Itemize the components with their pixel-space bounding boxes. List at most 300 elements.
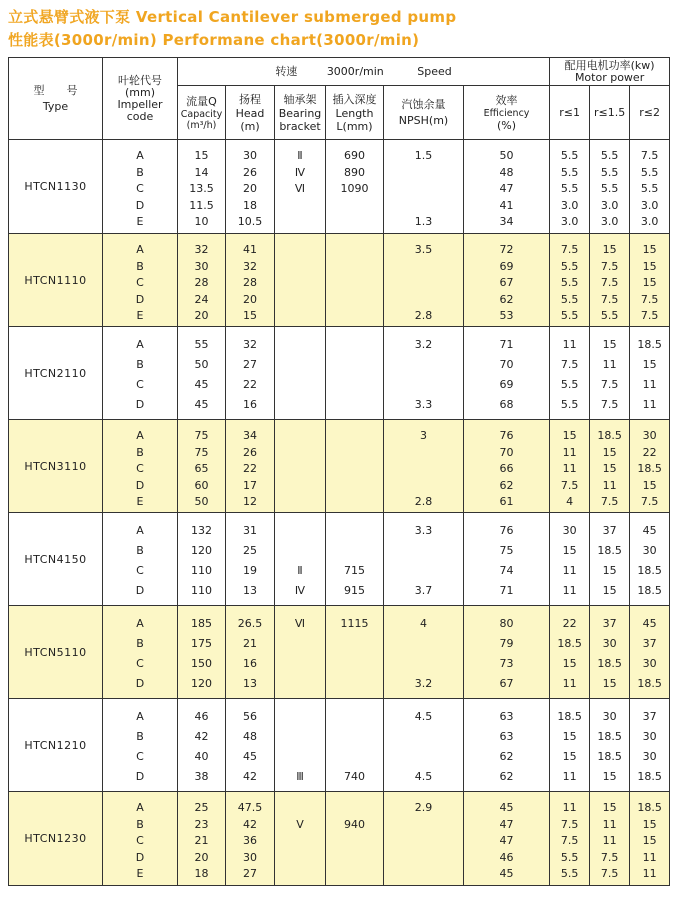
header-bearing bbox=[275, 86, 326, 140]
header-r1: r≤1 bbox=[550, 86, 590, 140]
capacity-value: 120 bbox=[191, 544, 212, 557]
capacity-value: 38 bbox=[194, 770, 209, 783]
length-value bbox=[326, 866, 383, 883]
capacity-value: 24 bbox=[194, 292, 209, 306]
efficiency-value: 50 bbox=[499, 149, 514, 162]
npsh-value: 4 bbox=[420, 617, 427, 630]
impeller-code-value: B bbox=[136, 817, 144, 831]
head-value: 47.5 bbox=[237, 801, 263, 814]
bearing-bracket-value bbox=[275, 355, 325, 375]
motor-r1-value: 15 bbox=[562, 730, 577, 743]
motor-r1-value: 30 bbox=[562, 524, 577, 537]
motor-r2-cell bbox=[630, 327, 670, 420]
motor-r15-value: 15 bbox=[602, 770, 617, 783]
header-impeller bbox=[103, 58, 178, 140]
header-r15: r≤1.5 bbox=[590, 86, 630, 140]
npsh-value: 3.3 bbox=[414, 398, 433, 411]
header-head-unit: (m) bbox=[240, 119, 260, 133]
length-value bbox=[326, 242, 383, 259]
motor-r15-value: 5.5 bbox=[600, 309, 619, 322]
npsh-value bbox=[384, 198, 463, 215]
impeller-code-value: B bbox=[136, 165, 144, 179]
efficiency-cell bbox=[464, 234, 550, 327]
motor-r15-cell bbox=[590, 513, 630, 606]
bearing-bracket-value bbox=[275, 521, 325, 541]
motor-r1-cell bbox=[550, 140, 590, 234]
impeller-code-value: A bbox=[136, 338, 144, 351]
motor-r1-value: 7.5 bbox=[560, 243, 579, 256]
bearing-bracket-value bbox=[275, 335, 325, 355]
motor-r15-cell bbox=[590, 699, 630, 792]
motor-r15-cell bbox=[590, 606, 630, 699]
efficiency-cell bbox=[464, 606, 550, 699]
motor-r15-value: 15 bbox=[602, 564, 617, 577]
head-value: 13 bbox=[243, 677, 257, 690]
motor-r1-value: 7.5 bbox=[560, 358, 579, 371]
npsh-value bbox=[384, 275, 463, 292]
motor-r2-value: 18.5 bbox=[637, 462, 662, 475]
motor-r1-value: 5.5 bbox=[560, 867, 579, 880]
bearing-bracket-cell bbox=[275, 420, 326, 513]
motor-r1-value: 5.5 bbox=[560, 182, 579, 195]
impeller-code-value: C bbox=[136, 564, 144, 577]
motor-r15-value: 15 bbox=[602, 584, 617, 597]
motor-r1-value: 15 bbox=[562, 429, 577, 442]
impeller-code-value: B bbox=[136, 358, 144, 371]
length-value bbox=[326, 727, 383, 747]
motor-r15-value: 11 bbox=[602, 817, 617, 831]
motor-r1-cell bbox=[550, 327, 590, 420]
impeller-code-value: D bbox=[135, 198, 145, 212]
motor-r2-value: 7.5 bbox=[640, 309, 659, 322]
capacity-value: 20 bbox=[194, 309, 209, 322]
bearing-bracket-value: Ⅵ bbox=[294, 182, 306, 195]
impeller-code-value: D bbox=[135, 677, 145, 690]
motor-r1-cell bbox=[550, 234, 590, 327]
head-value: 27 bbox=[243, 867, 257, 880]
bearing-bracket-value bbox=[275, 242, 325, 259]
motor-r1-value: 11 bbox=[562, 770, 577, 783]
capacity-value: 185 bbox=[191, 617, 212, 630]
header-bearing-cn: 轴承架 bbox=[283, 92, 317, 106]
bearing-bracket-value bbox=[275, 747, 325, 767]
group-row bbox=[9, 513, 670, 606]
length-value bbox=[326, 445, 383, 462]
bearing-bracket-value bbox=[275, 214, 325, 231]
efficiency-value: 41 bbox=[499, 198, 514, 212]
header-motor-cn: 配用电机功率(kw) bbox=[564, 58, 655, 72]
capacity-value: 40 bbox=[194, 750, 209, 763]
efficiency-value: 74 bbox=[499, 564, 514, 577]
head-value: 30 bbox=[243, 850, 257, 864]
header-head bbox=[226, 86, 275, 140]
motor-r2-value: 7.5 bbox=[640, 495, 659, 508]
capacity-value: 110 bbox=[191, 584, 212, 597]
efficiency-value: 62 bbox=[499, 770, 514, 783]
motor-r2-value: 11 bbox=[642, 867, 657, 880]
efficiency-value: 66 bbox=[499, 462, 514, 475]
length-value: 1115 bbox=[340, 617, 369, 630]
head-value: 16 bbox=[243, 657, 257, 670]
bearing-bracket-value bbox=[275, 198, 325, 215]
header-type bbox=[9, 58, 103, 140]
length-value: 715 bbox=[344, 564, 365, 577]
bearing-bracket-value bbox=[275, 275, 325, 292]
length-value bbox=[326, 461, 383, 478]
motor-r2-value: 18.5 bbox=[637, 801, 662, 814]
capacity-value: 18 bbox=[194, 867, 209, 880]
motor-r2-value: 15 bbox=[642, 478, 657, 492]
header-speed-en: Speed bbox=[417, 65, 452, 78]
motor-r2-value: 7.5 bbox=[640, 149, 659, 162]
page-title-line-2: 性能表(3000r/min) Performane chart(3000r/min) bbox=[8, 31, 420, 49]
header-bearing-en: Bearing bracket bbox=[278, 106, 322, 133]
npsh-value bbox=[384, 259, 463, 276]
head-cell bbox=[226, 792, 275, 886]
impeller-code-value: C bbox=[136, 750, 144, 763]
motor-r15-value: 30 bbox=[602, 710, 617, 723]
capacity-value: 30 bbox=[194, 259, 209, 273]
header-capacity-cn: 流量Q bbox=[186, 94, 217, 108]
pump-type: HTCN2110 bbox=[9, 327, 103, 420]
head-value: 20 bbox=[243, 182, 257, 195]
motor-r2-value: 15 bbox=[642, 243, 657, 256]
capacity-value: 11.5 bbox=[189, 198, 214, 212]
efficiency-value: 71 bbox=[499, 584, 514, 597]
capacity-cell bbox=[178, 699, 226, 792]
efficiency-value: 69 bbox=[499, 378, 514, 391]
motor-r15-cell bbox=[590, 234, 630, 327]
npsh-value: 1.3 bbox=[414, 215, 433, 228]
impeller-code-value: D bbox=[135, 584, 145, 597]
npsh-value bbox=[384, 727, 463, 747]
length-value bbox=[326, 800, 383, 817]
motor-r1-cell bbox=[550, 420, 590, 513]
capacity-value: 45 bbox=[194, 378, 209, 391]
impeller-code-value: D bbox=[135, 850, 145, 864]
motor-r2-value: 15 bbox=[642, 358, 657, 371]
header-speed-cn: 转速 bbox=[275, 65, 298, 78]
motor-r2-value: 18.5 bbox=[637, 564, 662, 577]
motor-r15-value: 15 bbox=[602, 243, 617, 256]
head-value: 42 bbox=[243, 770, 257, 783]
head-value: 42 bbox=[243, 817, 257, 831]
length-value bbox=[326, 850, 383, 867]
motor-r15-value: 7.5 bbox=[600, 378, 619, 391]
bearing-bracket-cell bbox=[275, 792, 326, 886]
efficiency-value: 63 bbox=[499, 730, 514, 743]
impeller-code-cell bbox=[103, 699, 178, 792]
impeller-code-value: E bbox=[136, 495, 144, 508]
motor-r2-cell bbox=[630, 606, 670, 699]
motor-r15-value: 37 bbox=[602, 524, 617, 537]
length-value bbox=[326, 747, 383, 767]
npsh-value bbox=[384, 355, 463, 375]
length-cell bbox=[326, 513, 384, 606]
motor-r1-value: 11 bbox=[562, 338, 577, 351]
capacity-cell bbox=[178, 327, 226, 420]
impeller-code-value: B bbox=[136, 730, 144, 743]
motor-r2-cell bbox=[630, 140, 670, 234]
bearing-bracket-value bbox=[275, 833, 325, 850]
head-value: 36 bbox=[243, 834, 257, 847]
head-value: 26 bbox=[243, 165, 257, 179]
impeller-code-value: A bbox=[136, 710, 144, 723]
efficiency-value: 70 bbox=[499, 445, 514, 459]
efficiency-value: 34 bbox=[499, 215, 514, 228]
impeller-code-value: C bbox=[136, 462, 144, 475]
impeller-code-value: C bbox=[136, 378, 144, 391]
length-value bbox=[326, 335, 383, 355]
impeller-code-value: C bbox=[136, 182, 144, 195]
capacity-cell bbox=[178, 420, 226, 513]
head-value: 12 bbox=[243, 495, 257, 508]
head-value: 41 bbox=[243, 243, 257, 256]
header-impeller-mm: (mm) bbox=[124, 85, 155, 99]
motor-r2-value: 37 bbox=[642, 637, 657, 650]
motor-r15-value: 7.5 bbox=[600, 398, 619, 411]
npsh-cell bbox=[384, 699, 464, 792]
efficiency-value: 79 bbox=[499, 637, 514, 650]
length-value bbox=[326, 198, 383, 215]
header-head-en: Head bbox=[235, 106, 265, 120]
motor-r1-value: 18.5 bbox=[557, 710, 582, 723]
capacity-cell bbox=[178, 140, 226, 234]
efficiency-value: 63 bbox=[499, 710, 514, 723]
motor-r1-value: 5.5 bbox=[560, 378, 579, 391]
efficiency-value: 75 bbox=[499, 544, 514, 557]
capacity-cell bbox=[178, 792, 226, 886]
npsh-value: 3 bbox=[420, 429, 427, 442]
head-value: 19 bbox=[243, 564, 257, 577]
header-efficiency-unit: (%) bbox=[497, 118, 517, 132]
length-value bbox=[326, 707, 383, 727]
pump-type: HTCN1210 bbox=[9, 699, 103, 792]
motor-r1-value: 7.5 bbox=[560, 817, 579, 831]
head-cell bbox=[226, 606, 275, 699]
efficiency-value: 80 bbox=[499, 617, 514, 630]
capacity-value: 23 bbox=[194, 817, 209, 831]
motor-r15-cell bbox=[590, 327, 630, 420]
npsh-value bbox=[384, 654, 463, 674]
motor-r15-value: 7.5 bbox=[600, 495, 619, 508]
impeller-code-value: A bbox=[136, 243, 144, 256]
motor-r2-value: 3.0 bbox=[640, 215, 659, 228]
bearing-bracket-value bbox=[275, 494, 325, 511]
length-cell bbox=[326, 792, 384, 886]
length-value: 740 bbox=[344, 770, 365, 783]
length-value bbox=[326, 214, 383, 231]
motor-r2-value: 15 bbox=[642, 817, 657, 831]
motor-r2-value: 11 bbox=[642, 398, 657, 411]
bearing-bracket-value bbox=[275, 308, 325, 325]
efficiency-value: 76 bbox=[499, 429, 514, 442]
performance-table-container bbox=[8, 57, 669, 887]
pump-type: HTCN1110 bbox=[9, 234, 103, 327]
bearing-bracket-value bbox=[275, 654, 325, 674]
header-length-en: Length bbox=[335, 106, 374, 120]
bearing-bracket-value bbox=[275, 395, 325, 415]
motor-r1-value: 15 bbox=[562, 657, 577, 670]
bearing-bracket-value: Ⅱ bbox=[297, 149, 303, 162]
capacity-value: 13.5 bbox=[189, 182, 214, 195]
header-head-cn: 扬程 bbox=[239, 92, 261, 106]
impeller-code-value: E bbox=[136, 215, 144, 228]
pump-type: HTCN5110 bbox=[9, 606, 103, 699]
head-value: 18 bbox=[243, 198, 257, 212]
group-row bbox=[9, 792, 670, 886]
efficiency-value: 53 bbox=[499, 309, 514, 322]
bearing-bracket-value bbox=[275, 445, 325, 462]
motor-r1-value: 5.5 bbox=[560, 149, 579, 162]
motor-r15-value: 15 bbox=[602, 677, 617, 690]
capacity-value: 110 bbox=[191, 564, 212, 577]
motor-r2-cell bbox=[630, 420, 670, 513]
impeller-code-cell bbox=[103, 234, 178, 327]
npsh-value: 2.8 bbox=[414, 309, 433, 322]
capacity-value: 175 bbox=[191, 637, 212, 650]
npsh-value bbox=[384, 817, 463, 834]
motor-r15-value: 18.5 bbox=[597, 544, 622, 557]
head-value: 31 bbox=[243, 524, 257, 537]
efficiency-value: 70 bbox=[499, 358, 514, 371]
bearing-bracket-value bbox=[275, 478, 325, 495]
motor-r15-value: 7.5 bbox=[600, 292, 619, 306]
length-cell bbox=[326, 234, 384, 327]
motor-r1-value: 7.5 bbox=[560, 834, 579, 847]
head-value: 32 bbox=[243, 259, 257, 273]
bearing-bracket-value bbox=[275, 674, 325, 694]
motor-r2-value: 5.5 bbox=[640, 182, 659, 195]
capacity-value: 21 bbox=[194, 834, 209, 847]
motor-r1-value: 22 bbox=[562, 617, 577, 630]
length-value bbox=[326, 259, 383, 276]
motor-r2-value: 22 bbox=[642, 445, 657, 459]
performance-table bbox=[8, 57, 670, 886]
npsh-cell bbox=[384, 234, 464, 327]
bearing-bracket-cell bbox=[275, 234, 326, 327]
bearing-bracket-value bbox=[275, 800, 325, 817]
bearing-bracket-value bbox=[275, 461, 325, 478]
length-value bbox=[326, 275, 383, 292]
motor-r1-value: 5.5 bbox=[560, 309, 579, 322]
length-value: 1090 bbox=[340, 182, 369, 195]
efficiency-cell bbox=[464, 699, 550, 792]
motor-r2-value: 7.5 bbox=[640, 292, 659, 306]
bearing-bracket-value bbox=[275, 375, 325, 395]
length-value bbox=[326, 494, 383, 511]
capacity-value: 45 bbox=[194, 398, 209, 411]
motor-r1-value: 11 bbox=[562, 584, 577, 597]
length-value bbox=[326, 541, 383, 561]
group-row bbox=[9, 327, 670, 420]
efficiency-value: 76 bbox=[499, 524, 514, 537]
impeller-code-value: E bbox=[136, 309, 144, 322]
length-cell bbox=[326, 699, 384, 792]
impeller-code-value: C bbox=[136, 657, 144, 670]
length-value bbox=[326, 355, 383, 375]
header-type-cn: 型 号 bbox=[33, 83, 78, 97]
pump-type: HTCN1130 bbox=[9, 140, 103, 234]
capacity-value: 55 bbox=[194, 338, 209, 351]
bearing-bracket-value bbox=[275, 428, 325, 445]
length-value: 915 bbox=[344, 584, 365, 597]
motor-r15-cell bbox=[590, 140, 630, 234]
npsh-value: 2.8 bbox=[414, 495, 433, 508]
length-cell bbox=[326, 420, 384, 513]
motor-r15-value: 5.5 bbox=[600, 149, 619, 162]
motor-r15-value: 7.5 bbox=[600, 259, 619, 273]
head-value: 45 bbox=[243, 750, 257, 763]
npsh-value: 4.5 bbox=[414, 710, 433, 723]
motor-r2-value: 3.0 bbox=[640, 198, 659, 212]
impeller-code-value: A bbox=[136, 149, 144, 162]
length-value bbox=[326, 521, 383, 541]
efficiency-value: 47 bbox=[499, 182, 514, 195]
impeller-code-value: D bbox=[135, 770, 145, 783]
capacity-cell bbox=[178, 234, 226, 327]
length-cell bbox=[326, 140, 384, 234]
efficiency-cell bbox=[464, 140, 550, 234]
header-r2: r≤2 bbox=[630, 86, 670, 140]
bearing-bracket-cell bbox=[275, 140, 326, 234]
efficiency-cell bbox=[464, 513, 550, 606]
npsh-value bbox=[384, 445, 463, 462]
motor-r2-value: 18.5 bbox=[637, 677, 662, 690]
npsh-value: 3.7 bbox=[414, 584, 433, 597]
motor-r1-value: 4 bbox=[566, 495, 574, 508]
capacity-value: 120 bbox=[191, 677, 212, 690]
length-value bbox=[326, 375, 383, 395]
bearing-bracket-value bbox=[275, 541, 325, 561]
impeller-code-value: B bbox=[136, 445, 144, 459]
motor-r1-value: 5.5 bbox=[560, 398, 579, 411]
motor-r1-value: 3.0 bbox=[560, 198, 579, 212]
bearing-bracket-value bbox=[275, 727, 325, 747]
npsh-value bbox=[384, 165, 463, 182]
motor-r15-value: 15 bbox=[602, 462, 617, 475]
length-cell bbox=[326, 606, 384, 699]
bearing-bracket-cell bbox=[275, 699, 326, 792]
head-cell bbox=[226, 327, 275, 420]
group-row bbox=[9, 420, 670, 513]
impeller-code-value: A bbox=[136, 429, 144, 442]
length-value bbox=[326, 308, 383, 325]
header-npsh-cn: 汽蚀余量 bbox=[401, 97, 446, 111]
motor-r2-value: 15 bbox=[642, 259, 657, 273]
motor-r1-value: 5.5 bbox=[560, 292, 579, 306]
length-value bbox=[326, 634, 383, 654]
motor-r15-value: 37 bbox=[602, 617, 617, 630]
motor-r2-value: 5.5 bbox=[640, 165, 659, 179]
head-value: 20 bbox=[243, 292, 257, 306]
bearing-bracket-value: Ⅱ bbox=[297, 564, 303, 577]
motor-r2-cell bbox=[630, 792, 670, 886]
motor-r15-value: 11 bbox=[602, 478, 617, 492]
motor-r1-cell bbox=[550, 699, 590, 792]
motor-r1-cell bbox=[550, 606, 590, 699]
head-value: 26 bbox=[243, 445, 257, 459]
motor-r2-cell bbox=[630, 699, 670, 792]
motor-r2-value: 30 bbox=[642, 544, 657, 557]
capacity-value: 150 bbox=[191, 657, 212, 670]
motor-r1-value: 15 bbox=[562, 544, 577, 557]
npsh-value bbox=[384, 375, 463, 395]
capacity-value: 20 bbox=[194, 850, 209, 864]
length-value: 690 bbox=[344, 149, 365, 162]
pump-type: HTCN4150 bbox=[9, 513, 103, 606]
npsh-value: 2.9 bbox=[414, 801, 433, 814]
